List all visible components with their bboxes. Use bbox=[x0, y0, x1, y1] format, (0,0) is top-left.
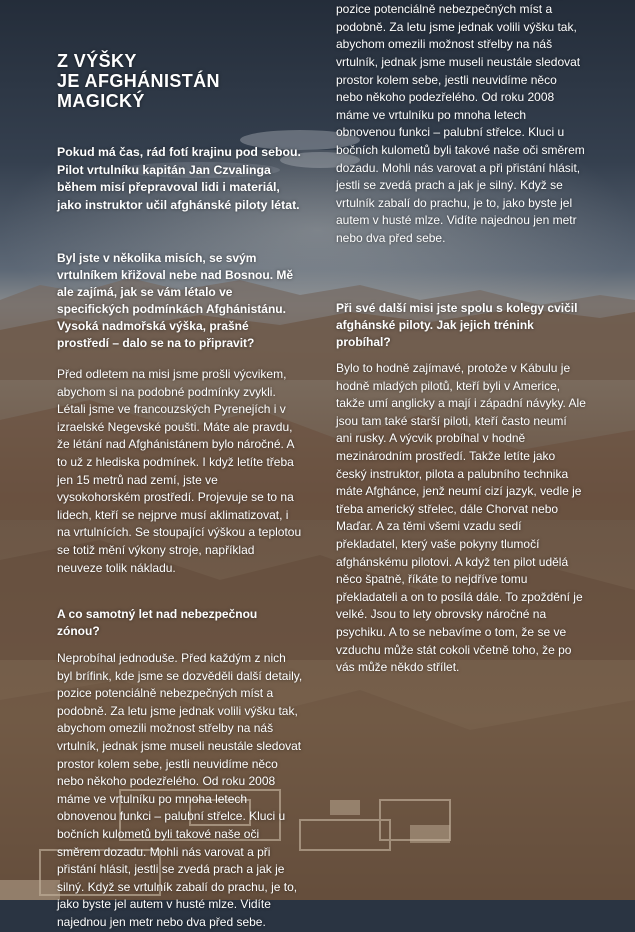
title-line: MAGICKÝ bbox=[57, 91, 145, 111]
question-1: Byl jste v několika misích, se svým vrtulníkem křižoval nebe nad Bosnou. Mě ale zajímá, jak se vám létalo ve specifických podmínkách Afghánistánu. Vysoká nadmořská výška, prašné prostředí – dalo se na to připravit? bbox=[57, 251, 294, 350]
title-line: JE AFGHÁNISTÁN bbox=[57, 71, 220, 91]
question-3: Při své další misi jste spolu s kolegy cvičil afghánské piloty. Jak jejich trénink probíhal? bbox=[336, 301, 578, 349]
answer-2-part-2 bbox=[336, 2, 586, 280]
article-lead: Pokud má čas, rád fotí krajinu pod sebou. Pilot vrtulníku kapitán Jan Czvalinga během misí přepravoval lidi i materiál, jako instruktor učil afghánské piloty létat. bbox=[57, 145, 301, 212]
answer-2-part-1: Neprobíhal jednoduše. Před každým z nich byl brífink, kde jsme se dozvěděli další detaily, pozice potenciálně nebezpečných míst a podobně. Za letu jsme jednak volili výšku tak, abychom omezili možnost střelby na náš vrtulník, jednak jsme museli neustále sledovat prostor kolem sebe, jestli neuvidíme něco nebo někoho podezřelého. Od roku 2008 máme ve vrtulníku po mnoha letech obnovenou funkci – palubní střelce. Kluci u bočních kulometů byli takové naše oči směrem dozadu. Mohli nás varovat a při přistání hlásit, jestli se zvedá prach a jak je silný. Když se vrtulník zabalí do prachu, je to, jako byste jel autem v husté mlze. Vidíte najednou jen metr nebo dva před sebe. bbox=[57, 651, 303, 929]
title-line: Z VÝŠKY bbox=[57, 51, 137, 71]
question-2: A co samotný let nad nebezpečnou zónou? bbox=[57, 607, 258, 638]
article-title bbox=[57, 51, 297, 111]
answer-2-continued: pozice potenciálně nebezpečných míst a podobně. Za letu jsme jednak volili výšku tak, abychom omezili možnost střelby na náš vrtulník, jednak jsme museli neustále sledovat prostor kolem sebe, jestli neuvidíme něco nebo někoho podezřelého. Od roku 2008 máme ve vrtulníku po mnoha letech obnovenou funkci – palubní střelce. Kluci u bočních kulometů byli takové naše oči směrem dozadu. Mohli nás varovat a při přistání hlásit, jestli se zvedá prach a jak je silný. Když se vrtulník zabalí do prachu, je to, jako byste jel autem v husté mlze. Vidíte najednou jen metr nebo dva před sebe. bbox=[336, 2, 585, 245]
answer-1: Před odletem na misi jsme prošli výcvikem, abychom si na podobné podmínky zvykli. Létali jsme ve francouzských Pyrenejích i v izraelské Negevské poušti. Máte ale pravdu, že létání nad Afghánistánem bylo náročné. A to už z hlediska podmínek. I když letíte třeba jen 15 metrů nad zemí, jste ve vysokohorském prostředí. Projevuje se to na lidech, kteří se nejprve musí aklimatizovat, i na vrtulnících. Se stoupající výškou a teplotou se totiž mění výkony stroje, například neuveze tolik nákladu. bbox=[57, 367, 302, 575]
answer-3: Bylo to hodně zajímavé, protože v Kábulu je hodně mladých pilotů, kteří byli v Americe, takže umí anglicky a mají i západní návyky. Ale jsou tam také starší piloti, kteří často neumí ani rusky. A výcvik probíhal v hodně mezinárodním prostředí. Takže letíte jako český instruktor, pilota a palubního technika máte Afghánce, jenž neumí cizí jazyk, vedle je třeba americký střelec, dále Chorvat nebo Maďar. A za těmi všemi vzadu sedí překladatel, který vaše pokyny tlumočí afghánskému pilotovi. A když ten pilot udělá něco špatně, říkáte to nejdříve tomu překladateli a on to posílá dále. To zpoždění je velké. Jsou to lety obrovsky náročné na psychiku. A to se nebavíme o tom, že se ve vzduchu může stát cokoli včetně toho, že po vás může někdo střílet. bbox=[336, 361, 586, 675]
